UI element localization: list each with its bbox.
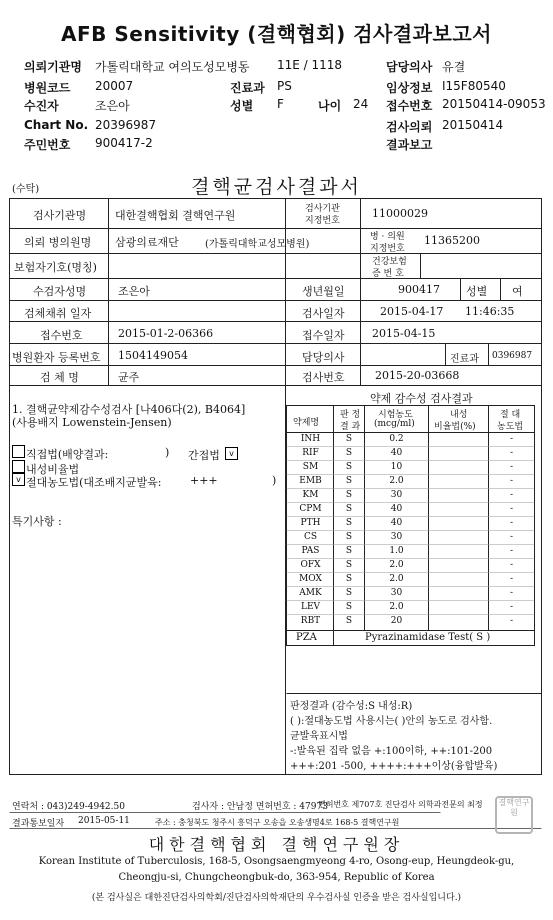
sens-cell-abs: - bbox=[509, 616, 514, 626]
address-kr: 주소 : 충청북도 청주시 흥덕구 오송읍 오송생명4로 168-5 결핵연구원 bbox=[155, 818, 400, 827]
sens-cell-result: S bbox=[345, 574, 353, 584]
receipt-date-value: 2015-04-15 bbox=[372, 327, 436, 340]
request-date-value: 20150414 bbox=[442, 118, 504, 132]
sens-cell-result: S bbox=[345, 448, 353, 458]
inst-label: 검사기관명 bbox=[33, 209, 87, 222]
abs-checkbox: v bbox=[12, 473, 25, 486]
age-value: 24 bbox=[353, 97, 369, 111]
sens-cell-abs: - bbox=[509, 504, 514, 514]
sens-cell-abs: - bbox=[509, 560, 514, 570]
sens-cell-result: S bbox=[345, 616, 353, 626]
sens-cell-drug: EMB bbox=[299, 476, 322, 486]
sens-cell-conc: 2.0 bbox=[389, 560, 404, 570]
sens-cell-drug: PTH bbox=[300, 518, 321, 528]
sens-cell-conc: 1.0 bbox=[389, 546, 404, 556]
sex-value: F bbox=[277, 97, 284, 111]
reg-no-label: 병원환자 등록번호 bbox=[12, 351, 101, 364]
test-date-value: 2015-04-17 bbox=[380, 305, 444, 318]
sens-header-ratio-1: 내성 bbox=[450, 410, 468, 420]
dept-label: 진료과 bbox=[230, 81, 265, 95]
hosp-sub: (가톨릭대학교성모병원) bbox=[205, 239, 310, 250]
request-org-value: 가톨릭대학교 여의도성모병동 bbox=[95, 60, 250, 74]
sens-header-drug: 약제명 bbox=[293, 418, 320, 428]
receipt-date-label: 접수일자 bbox=[302, 329, 345, 342]
sens-cell-conc: 40 bbox=[390, 504, 403, 514]
inst-code-label-1: 검사기관 bbox=[305, 204, 340, 214]
sens-cell-result: S bbox=[345, 490, 353, 500]
sens-cell-abs: - bbox=[509, 588, 514, 598]
sens-header-result-2: 결 과 bbox=[340, 422, 361, 432]
special-label: 특기사항 : bbox=[12, 515, 62, 528]
insured-label: 보험자기호(명칭) bbox=[14, 261, 97, 274]
judgement-line-1: 판정결과 (감수성:S 내성:R) bbox=[290, 701, 413, 712]
clinical-value: I15F80540 bbox=[442, 79, 506, 93]
sens-cell-abs: - bbox=[509, 476, 514, 486]
dept-value: PS bbox=[277, 79, 292, 93]
judgement-line-4: -:발육된 집락 없음 +:100이하, ++:101-200 bbox=[290, 746, 493, 757]
abs-value: +++ bbox=[190, 474, 218, 487]
sens-cell-result: S bbox=[345, 560, 353, 570]
doc-sex-label: 성별 bbox=[466, 285, 488, 298]
sens-header-abs-2: 농도법 bbox=[497, 422, 524, 432]
judgement-line-3: 균발육표시법 bbox=[290, 731, 348, 742]
patient-name-value: 조은아 bbox=[118, 285, 150, 298]
insurance-label-2: 증 번 호 bbox=[372, 269, 404, 279]
sens-cell-conc: 2.0 bbox=[389, 574, 404, 584]
sens-cell-drug: PAS bbox=[301, 546, 320, 556]
judgement-line-5: +++:201 -500, ++++:+++이상(융합발육) bbox=[290, 761, 498, 772]
ratio-label: 내성비율법 bbox=[26, 463, 80, 476]
sens-cell-result: S bbox=[345, 602, 353, 612]
sens-cell-conc: 40 bbox=[390, 448, 403, 458]
sens-cell-abs: - bbox=[509, 532, 514, 542]
sens-cell-result: S bbox=[345, 504, 353, 514]
chart-label: Chart No. bbox=[24, 118, 89, 132]
hospital-code-label: 병원코드 bbox=[24, 81, 71, 95]
indirect-checkbox: v bbox=[225, 447, 238, 460]
sens-cell-drug: SM bbox=[302, 462, 319, 472]
sens-cell-drug: KM bbox=[302, 490, 319, 500]
sens-title: 약제 감수성 검사결과 bbox=[370, 392, 473, 405]
sens-cell-result: S bbox=[345, 476, 353, 486]
pza-value: Pyrazinamidase Test( S ) bbox=[365, 632, 491, 643]
receipt-value: 20150414-09053 bbox=[442, 97, 546, 111]
address-line-1: Korean Institute of Tuberculosis, 168-5, Osongsaengmyeong 4-ro, Osong-eup, Heungdeok-gu, bbox=[38, 856, 515, 867]
sens-cell-result: S bbox=[345, 434, 353, 444]
document-title: 결핵균검사결과서 bbox=[191, 176, 362, 198]
receipt-mark: (수탁) bbox=[12, 184, 40, 195]
patient-name-label: 수검자성명 bbox=[33, 285, 87, 298]
doc-dept-label: 진료과 bbox=[450, 354, 479, 365]
sens-cell-drug: CPM bbox=[299, 504, 322, 514]
dob-label: 생년월일 bbox=[302, 285, 345, 298]
medium-line: (사용배지 Lowenstein-Jensen) bbox=[12, 416, 172, 429]
sens-cell-drug: MOX bbox=[299, 574, 322, 584]
sens-cell-conc: 40 bbox=[390, 518, 403, 528]
sens-cell-conc: 30 bbox=[390, 588, 403, 598]
stamp-text: 결핵연구원 bbox=[498, 798, 530, 817]
sens-cell-conc: 20 bbox=[390, 616, 403, 626]
sens-cell-drug: INH bbox=[300, 434, 321, 444]
request-date-label: 검사의뢰 bbox=[386, 120, 433, 134]
report-date-value: 2015-05-11 bbox=[78, 816, 130, 826]
doc-sex-value: 여 bbox=[512, 285, 523, 298]
sens-cell-conc: 30 bbox=[390, 490, 403, 500]
hosp-value: 삼광의료재단 bbox=[115, 236, 179, 249]
sens-header-conc-1: 시험농도 bbox=[378, 410, 413, 420]
test-no-value: 2015-20-03668 bbox=[375, 369, 460, 382]
sens-cell-result: S bbox=[345, 546, 353, 556]
doc-dept-value: 0396987 bbox=[492, 351, 533, 361]
age-label: 나이 bbox=[318, 99, 342, 113]
ward-value: 11E / 1118 bbox=[277, 58, 343, 72]
dob-value: 900417 bbox=[398, 283, 440, 296]
ratio-checkbox bbox=[12, 460, 25, 473]
doc-doctor-label: 담당의사 bbox=[302, 351, 345, 364]
abs-label: 절대농도법(대조배지균발육: bbox=[26, 476, 162, 489]
sens-cell-abs: - bbox=[509, 546, 514, 556]
report-title: AFB Sensitivity (결핵협회) 검사결과보고서 bbox=[61, 22, 492, 46]
chart-value: 20396987 bbox=[95, 118, 157, 132]
inst-value: 대한결핵협회 결핵연구원 bbox=[115, 209, 236, 222]
test-date-label: 검사일자 bbox=[302, 307, 345, 320]
issuing-org: 대한결핵협회 결핵연구원장 bbox=[148, 835, 405, 854]
contact-line: 연락처 : 043)249-4942.50 bbox=[12, 802, 125, 812]
direct-close: ) bbox=[165, 446, 170, 459]
result-report-label: 결과보고 bbox=[386, 138, 433, 152]
abs-close: ) bbox=[272, 474, 277, 487]
inst-code-value: 11000029 bbox=[372, 207, 428, 220]
doctor-label: 담당의사 bbox=[386, 60, 433, 74]
direct-label: 직접법(배양결과: bbox=[26, 448, 109, 461]
direct-checkbox bbox=[12, 445, 25, 458]
sens-cell-drug: RBT bbox=[300, 616, 321, 626]
clinical-label: 임상정보 bbox=[386, 81, 433, 95]
sens-cell-abs: - bbox=[509, 462, 514, 472]
inst-code-label-2: 지정번호 bbox=[305, 216, 340, 226]
sens-cell-result: S bbox=[345, 518, 353, 528]
specimen-value: 균주 bbox=[118, 371, 140, 384]
hosp-code-value: 11365200 bbox=[424, 234, 480, 247]
sens-cell-result: S bbox=[345, 462, 353, 472]
sens-cell-abs: - bbox=[509, 518, 514, 528]
sens-cell-abs: - bbox=[509, 574, 514, 584]
sens-cell-result: S bbox=[345, 588, 353, 598]
judgement-line-2: ( ):절대농도법 사용시는( )안의 농도로 검사함. bbox=[290, 716, 493, 727]
pza-label: PZA bbox=[296, 632, 317, 643]
license-line: 면허번호 제707호 진단검사 의학과전문의 최정 bbox=[318, 800, 483, 809]
sens-cell-conc: 30 bbox=[390, 532, 403, 542]
sens-cell-conc: 10 bbox=[390, 462, 403, 472]
report-date-label: 결과통보일자 bbox=[12, 819, 65, 829]
reg-no-value: 1504149054 bbox=[118, 349, 188, 362]
sens-cell-abs: - bbox=[509, 602, 514, 612]
examiner-line: 검사자 : 안남정 면허번호 : 47973 bbox=[192, 802, 328, 812]
sens-cell-drug: OFX bbox=[300, 560, 321, 570]
sens-cell-result: S bbox=[345, 532, 353, 542]
receipt-no-value: 2015-01-2-06366 bbox=[118, 327, 214, 340]
hosp-code-label-2: 지정번호 bbox=[370, 244, 405, 254]
sens-header-abs-1: 절 대 bbox=[500, 410, 521, 420]
sens-cell-drug: AMK bbox=[299, 588, 322, 598]
hospital-code-value: 20007 bbox=[95, 79, 134, 93]
sens-header-ratio-2: 비율법(%) bbox=[434, 422, 476, 432]
test-time-value: 11:46:35 bbox=[465, 305, 515, 318]
request-org-label: 의뢰기관명 bbox=[24, 60, 82, 74]
sens-cell-abs: - bbox=[509, 434, 514, 444]
official-stamp bbox=[495, 796, 533, 834]
receipt-label: 접수번호 bbox=[386, 99, 433, 113]
sens-cell-abs: - bbox=[509, 490, 514, 500]
sens-cell-conc: 2.0 bbox=[389, 476, 404, 486]
sens-header-result-1: 판 정 bbox=[340, 410, 361, 420]
sens-cell-drug: RIF bbox=[302, 448, 319, 458]
sens-header-conc-2: (mcg/ml) bbox=[374, 419, 415, 429]
sens-cell-drug: LEV bbox=[300, 602, 321, 612]
patient-value: 조은아 bbox=[95, 99, 130, 113]
address-line-2: Cheongju-si, Chungcheongbuk-do, 363-954, Republic of Korea bbox=[118, 872, 435, 883]
hosp-code-label-1: 병 · 의원 bbox=[370, 232, 405, 242]
sens-cell-conc: 0.2 bbox=[389, 434, 404, 444]
insurance-label-1: 건강보험 bbox=[372, 257, 407, 267]
collect-label: 검체채취 일자 bbox=[24, 307, 92, 320]
sens-cell-abs: - bbox=[509, 448, 514, 458]
sens-cell-conc: 2.0 bbox=[389, 602, 404, 612]
sex-label: 성별 bbox=[230, 99, 254, 113]
test-no-label: 검사번호 bbox=[302, 371, 345, 384]
sens-cell-drug: CS bbox=[303, 532, 318, 542]
rrn-label: 주민번호 bbox=[24, 138, 71, 152]
doctor-value: 유결 bbox=[442, 60, 466, 74]
hosp-label: 의뢰 병의원명 bbox=[24, 236, 92, 249]
indirect-label: 간접법 bbox=[188, 449, 220, 462]
patient-label: 수진자 bbox=[24, 99, 59, 113]
specimen-label: 검 체 명 bbox=[40, 371, 79, 384]
rrn-value: 900417-2 bbox=[95, 136, 153, 150]
receipt-no-label: 접수번호 bbox=[40, 329, 83, 342]
method-line: 1. 결핵균약제감수성검사 [나406다(2), B4064] bbox=[12, 403, 246, 416]
certification-note: (본 검사실은 대한진단검사의학회/진단검사의학재단의 우수검사실 인증을 받은 검사실입니다.) bbox=[91, 893, 462, 903]
